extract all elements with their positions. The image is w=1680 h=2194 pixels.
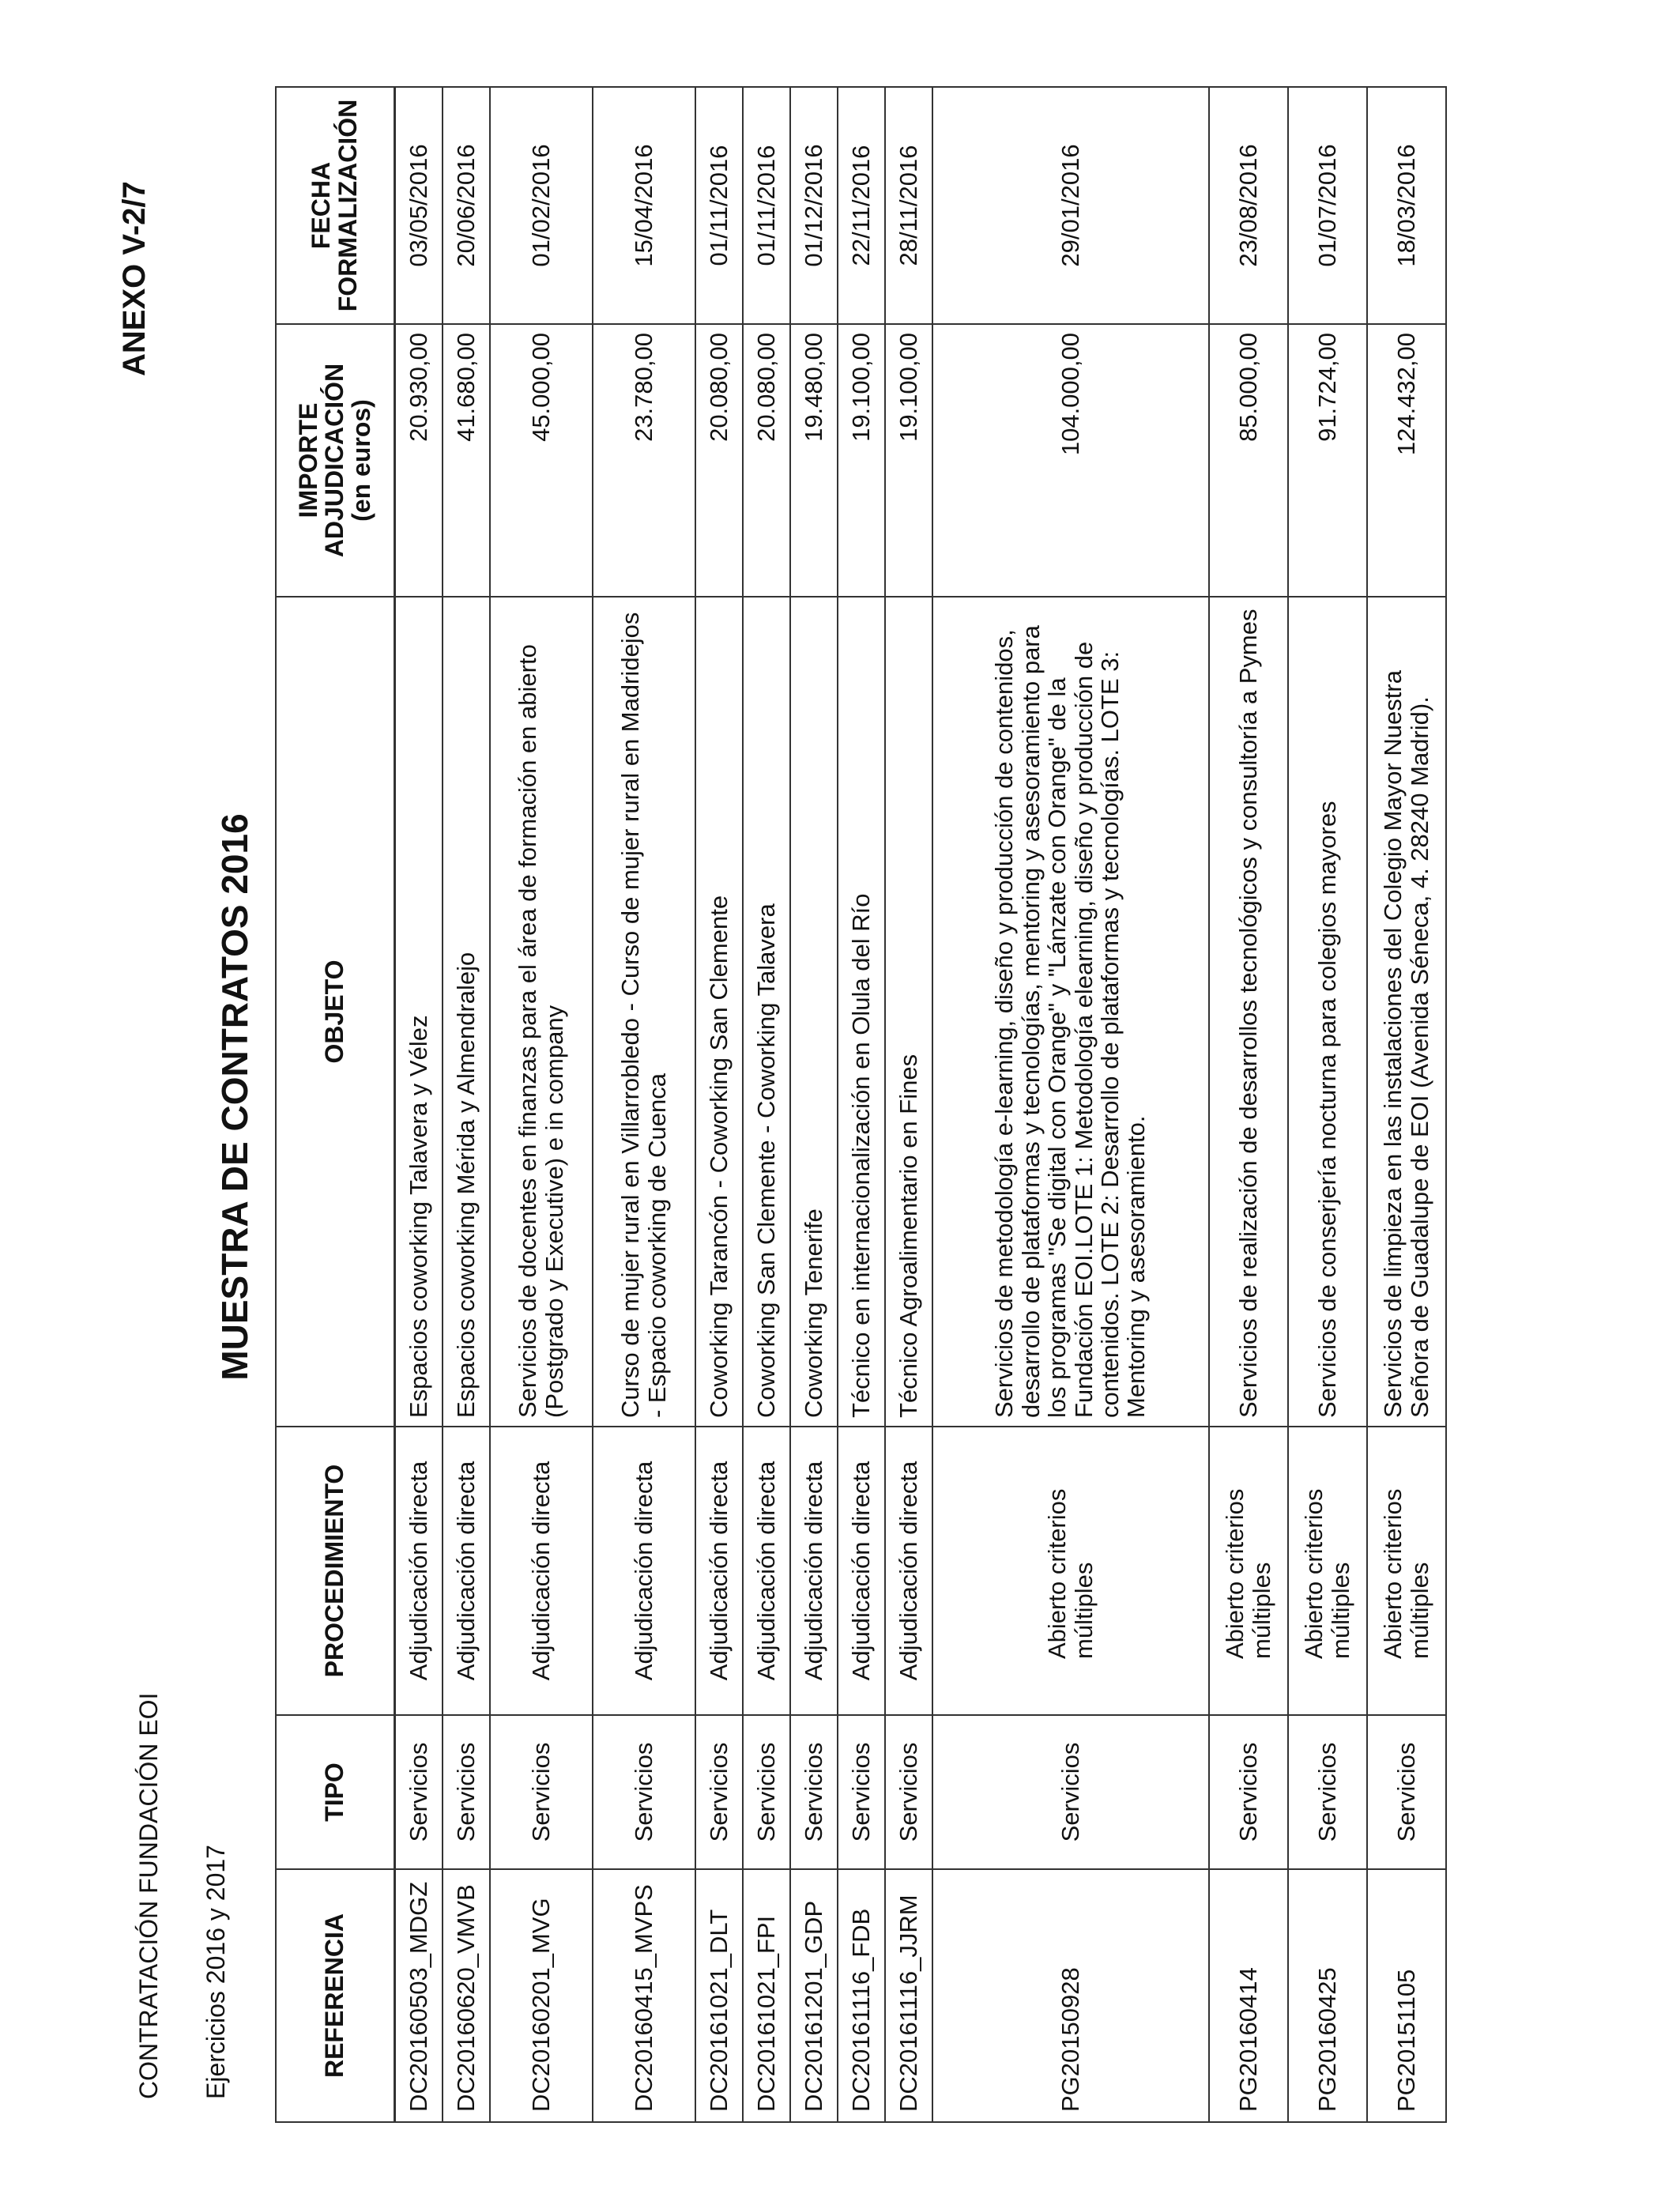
table-row <box>1209 87 1288 2122</box>
annex-label: ANEXO V-2/7 <box>117 181 152 376</box>
cell-fecha: 01/11/2016 <box>695 87 743 324</box>
cell-importe: 23.780,00 <box>593 324 695 597</box>
cell-objeto: Coworking Tarancón - Coworking San Clemente <box>695 597 743 1427</box>
cell-procedimiento: Adjudicación directa <box>443 1427 490 1715</box>
table-row <box>395 87 443 2122</box>
cell-referencia: DC20160620_VMVB <box>443 1869 490 2122</box>
cell-fecha: 29/01/2016 <box>932 87 1209 324</box>
importe-header-line-3: (en euros) <box>346 399 375 522</box>
cell-objeto: Espacios coworking Mérida y Almendralejo <box>443 597 490 1427</box>
cell-objeto: Técnico Agroalimentario en Fines <box>885 597 932 1427</box>
cell-procedimiento: Adjudicación directa <box>838 1427 885 1715</box>
table-body <box>395 87 1446 2122</box>
cell-tipo: Servicios <box>790 1715 838 1869</box>
cell-procedimiento: Abierto criterios múltiples <box>1209 1427 1288 1715</box>
cell-procedimiento: Abierto criterios múltiples <box>1288 1427 1367 1715</box>
cell-importe: 124.432,00 <box>1367 324 1446 597</box>
table-row <box>885 87 932 2122</box>
contracts-table <box>275 86 1447 2123</box>
cell-referencia: DC20161021_DLT <box>695 1869 743 2122</box>
cell-objeto: Técnico en internacionalización en Olula del Río <box>838 597 885 1427</box>
organization-header: CONTRATACIÓN FUNDACIÓN EOI <box>134 1692 163 2099</box>
table-row <box>490 87 593 2122</box>
importe-header-line-1: IMPORTE <box>293 402 322 518</box>
cell-tipo: Servicios <box>743 1715 790 1869</box>
cell-objeto: Servicios de realización de desarrollos tecnológicos y consultoría a Pymes <box>1209 597 1288 1427</box>
cell-tipo: Servicios <box>1367 1715 1446 1869</box>
table-row <box>838 87 885 2122</box>
cell-referencia: DC20160201_MVG <box>490 1869 593 2122</box>
table-row <box>743 87 790 2122</box>
table-row <box>443 87 490 2122</box>
cell-importe: 19.100,00 <box>885 324 932 597</box>
cell-tipo: Servicios <box>395 1715 443 1869</box>
cell-referencia: PG20150928 <box>932 1869 1209 2122</box>
cell-referencia: PG20160414 <box>1209 1869 1288 2122</box>
cell-fecha: 15/04/2016 <box>593 87 695 324</box>
cell-fecha: 01/07/2016 <box>1288 87 1367 324</box>
cell-fecha: 18/03/2016 <box>1367 87 1446 324</box>
cell-fecha: 01/11/2016 <box>743 87 790 324</box>
table-row <box>695 87 743 2122</box>
cell-tipo: Servicios <box>838 1715 885 1869</box>
table-row <box>790 87 838 2122</box>
column-header-importe <box>276 324 395 597</box>
cell-referencia: DC20161116_FDB <box>838 1869 885 2122</box>
cell-tipo: Servicios <box>1288 1715 1367 1869</box>
fecha-header-line-1: FECHA <box>307 161 336 250</box>
fecha-header-line-2: FORMALIZACIÓN <box>333 99 362 312</box>
cell-fecha: 23/08/2016 <box>1209 87 1288 324</box>
column-header-procedimiento: PROCEDIMIENTO <box>276 1427 395 1715</box>
cell-fecha: 28/11/2016 <box>885 87 932 324</box>
cell-tipo: Servicios <box>932 1715 1209 1869</box>
importe-header-line-2: ADJUDICACIÓN <box>320 363 349 558</box>
years-subheader: Ejercicios 2016 y 2017 <box>202 1845 230 2099</box>
cell-objeto: Coworking San Clemente - Coworking Talavera <box>743 597 790 1427</box>
cell-referencia: DC20160503_MDGZ <box>395 1869 443 2122</box>
cell-referencia: DC20160415_MVPS <box>593 1869 695 2122</box>
cell-procedimiento: Abierto criterios múltiples <box>932 1427 1209 1715</box>
cell-objeto: Servicios de metodología e-learning, diseño y producción de contenidos, desarrollo de plataformas y tecnologías, mentoring y asesoramiento para los programas "Se digital con Orange" y "Lánzate con Orange" de la Fundación EOI.LOTE 1: Metodología elearning, diseño y producción de contenidos. LOTE 2: Desarrollo de plataformas y tecnologías. LOTE 3: Mentoring y asesoramiento. <box>932 597 1209 1427</box>
column-header-tipo: TIPO <box>276 1715 395 1869</box>
cell-procedimiento: Adjudicación directa <box>790 1427 838 1715</box>
cell-referencia: DC20161116_JJRM <box>885 1869 932 2122</box>
cell-importe: 85.000,00 <box>1209 324 1288 597</box>
cell-tipo: Servicios <box>695 1715 743 1869</box>
cell-tipo: Servicios <box>885 1715 932 1869</box>
page-title: MUESTRA DE CONTRATOS 2016 <box>214 813 255 1381</box>
cell-importe: 19.100,00 <box>838 324 885 597</box>
cell-fecha: 20/06/2016 <box>443 87 490 324</box>
cell-fecha: 01/12/2016 <box>790 87 838 324</box>
cell-importe: 104.000,00 <box>932 324 1209 597</box>
cell-procedimiento: Adjudicación directa <box>695 1427 743 1715</box>
cell-procedimiento: Adjudicación directa <box>593 1427 695 1715</box>
cell-tipo: Servicios <box>1209 1715 1288 1869</box>
cell-tipo: Servicios <box>593 1715 695 1869</box>
cell-fecha: 01/02/2016 <box>490 87 593 324</box>
cell-importe: 41.680,00 <box>443 324 490 597</box>
table-row <box>1367 87 1446 2122</box>
cell-importe: 20.080,00 <box>695 324 743 597</box>
cell-objeto: Servicios de conserjería nocturna para colegios mayores <box>1288 597 1367 1427</box>
cell-importe: 20.930,00 <box>395 324 443 597</box>
cell-procedimiento: Adjudicación directa <box>743 1427 790 1715</box>
cell-tipo: Servicios <box>443 1715 490 1869</box>
cell-importe: 19.480,00 <box>790 324 838 597</box>
cell-fecha: 22/11/2016 <box>838 87 885 324</box>
cell-importe: 91.724,00 <box>1288 324 1367 597</box>
cell-procedimiento: Adjudicación directa <box>490 1427 593 1715</box>
cell-referencia: PG20160425 <box>1288 1869 1367 2122</box>
cell-importe: 45.000,00 <box>490 324 593 597</box>
cell-objeto: Curso de mujer rural en Villarrobledo - Curso de mujer rural en Madridejos - Espacio coworking de Cuenca <box>593 597 695 1427</box>
cell-procedimiento: Abierto criterios múltiples <box>1367 1427 1446 1715</box>
cell-tipo: Servicios <box>490 1715 593 1869</box>
column-header-referencia: REFERENCIA <box>276 1869 395 2122</box>
cell-importe: 20.080,00 <box>743 324 790 597</box>
cell-fecha: 03/05/2016 <box>395 87 443 324</box>
cell-objeto: Servicios de docentes en finanzas para el área de formación en abierto (Postgrado y Executive) e in company <box>490 597 593 1427</box>
table-row <box>1288 87 1367 2122</box>
cell-objeto: Coworking Tenerife <box>790 597 838 1427</box>
cell-procedimiento: Adjudicación directa <box>885 1427 932 1715</box>
table-row <box>932 87 1209 2122</box>
cell-procedimiento: Adjudicación directa <box>395 1427 443 1715</box>
cell-objeto: Espacios coworking Talavera y Vélez <box>395 597 443 1427</box>
cell-objeto: Servicios de limpieza en las instalaciones del Colegio Mayor Nuestra Señora de Guadalupe de EOI (Avenida Séneca, 4. 28240 Madrid). <box>1367 597 1446 1427</box>
cell-referencia: PG20151105 <box>1367 1869 1446 2122</box>
table-row <box>593 87 695 2122</box>
column-header-objeto: OBJETO <box>276 597 395 1427</box>
cell-referencia: DC20161201_GDP <box>790 1869 838 2122</box>
table-header-row <box>276 87 395 2122</box>
cell-referencia: DC20161021_FPI <box>743 1869 790 2122</box>
column-header-fecha <box>276 87 395 324</box>
